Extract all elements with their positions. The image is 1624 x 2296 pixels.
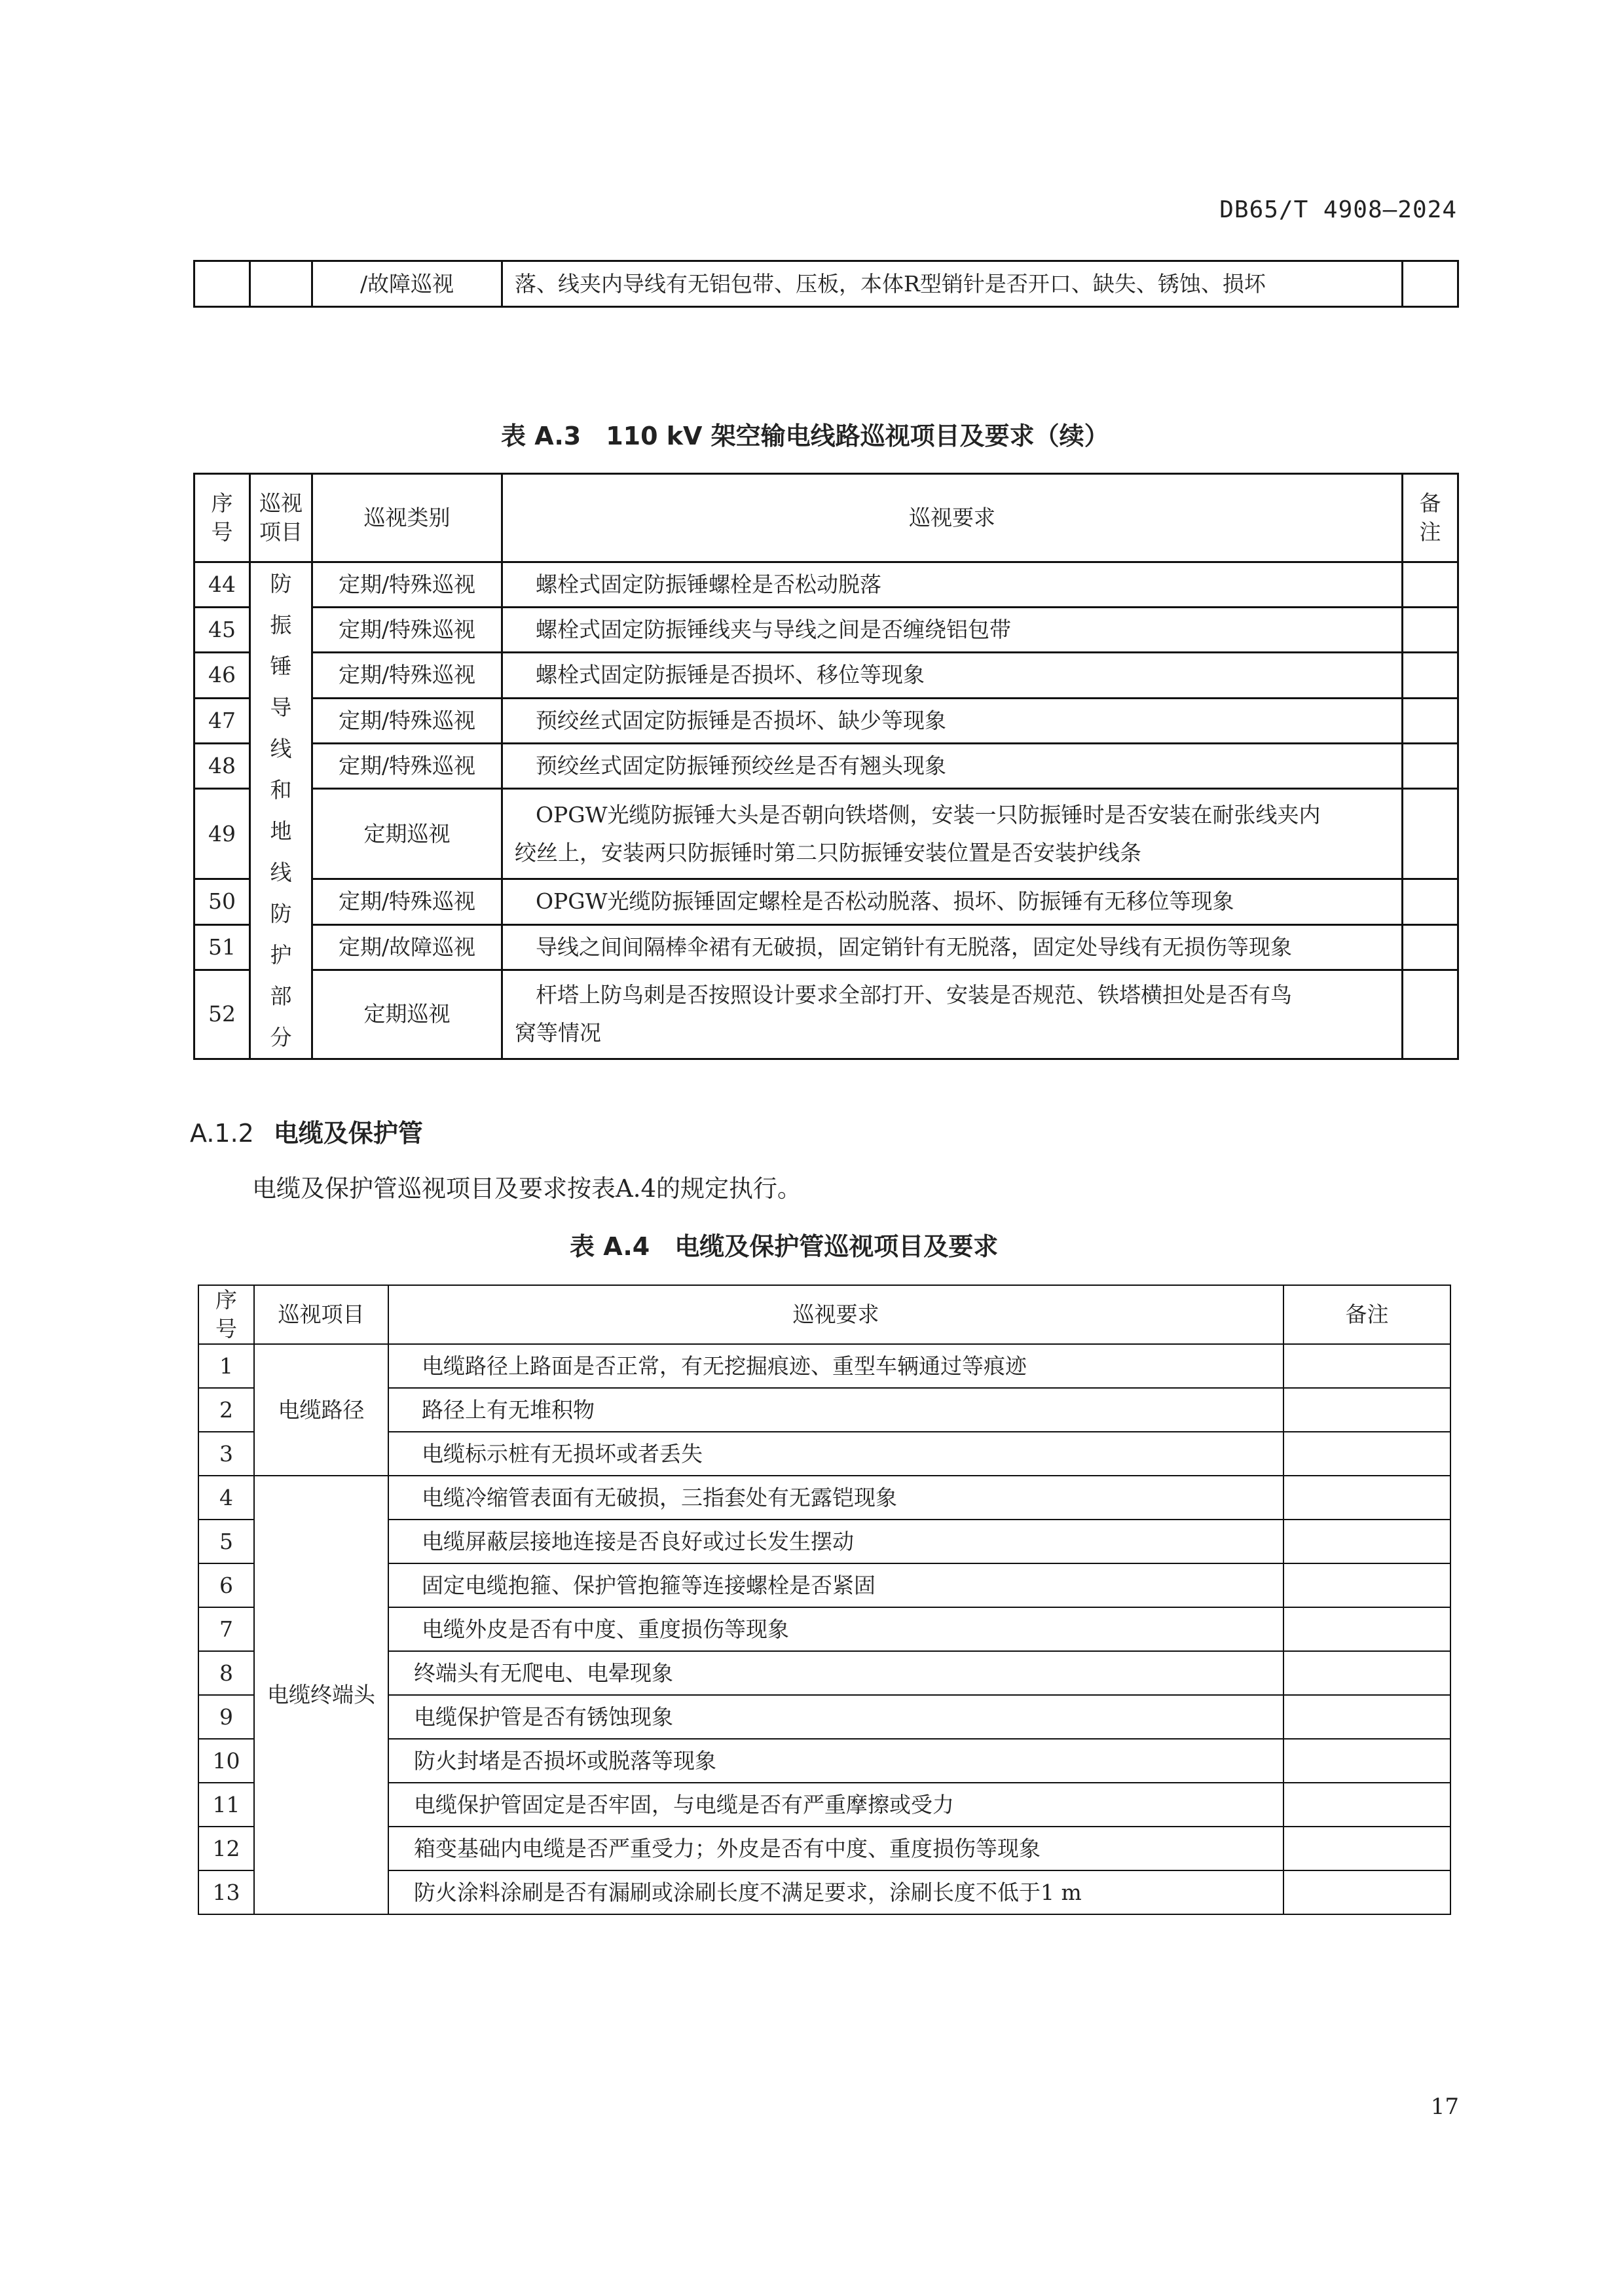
- a4-header-note: 备注: [1283, 1285, 1450, 1344]
- a4-row-requirement: 电缆保护管固定是否牢固，与电缆是否有严重摩擦或受力: [388, 1783, 1283, 1827]
- section-title: 电缆及保护管: [273, 1119, 423, 1148]
- a4-row-requirement: 防火涂料涂刷是否有漏刷或涂刷长度不满足要求，涂刷长度不低于1 m: [388, 1870, 1283, 1914]
- a3-row-requirement-line2: 窝等情况: [515, 1020, 601, 1046]
- a3-row-category: 定期/特殊巡视: [312, 608, 502, 653]
- a4-row-note: [1283, 1388, 1450, 1432]
- a4-row-note: [1283, 1651, 1450, 1695]
- a4-row-note: [1283, 1695, 1450, 1739]
- a3-row-category: 定期/特殊巡视: [312, 562, 502, 608]
- a3-row-requirement-line1: 杆塔上防鸟刺是否按照设计要求全部打开、安装是否规范、铁塔横担处是否有鸟: [536, 982, 1292, 1008]
- a4-row-requirement: 路径上有无堆积物: [388, 1388, 1283, 1432]
- a4-row-note: [1283, 1563, 1450, 1607]
- section-heading: [190, 1113, 423, 1149]
- a3-row-note: [1403, 924, 1458, 970]
- a4-row-requirement: 电缆冷缩管表面有无破损，三指套处有无露铠现象: [388, 1476, 1283, 1520]
- a4-header-requirement: 巡视要求: [388, 1285, 1283, 1344]
- a3-row-note: [1403, 608, 1458, 653]
- a3-row-requirement: 预绞丝式固定防振锤是否损坏、缺少等现象: [502, 698, 1403, 743]
- continued-table: [193, 260, 1459, 308]
- a3-group-label: 防振锤导线和地线防护部分: [250, 562, 312, 1059]
- a3-row-requirement-line1: OPGW光缆防振锤大头是否朝向铁塔侧，安装一只防振锤时是否安装在耐张线夹内: [536, 801, 1321, 828]
- a3-row-note: [1403, 653, 1458, 698]
- cont-requirement: 落、线夹内导线有无铝包带、压板，本体R型销针是否开口、缺失、锈蚀、损坏: [502, 261, 1403, 307]
- table-a3: [193, 473, 1459, 1060]
- a3-row-note: [1403, 879, 1458, 924]
- a4-row-no: 8: [198, 1651, 254, 1695]
- a4-row-note: [1283, 1783, 1450, 1827]
- a3-row-category: 定期/特殊巡视: [312, 879, 502, 924]
- a4-row-requirement: 电缆屏蔽层接地连接是否良好或过长发生摆动: [388, 1520, 1283, 1563]
- a3-row-note: [1403, 788, 1458, 879]
- a4-row-no: 11: [198, 1783, 254, 1827]
- a4-group-cable-path: 电缆路径: [254, 1344, 388, 1476]
- doc-number-header: DB65/T 4908—2024: [1219, 196, 1457, 223]
- a4-row-no: 2: [198, 1388, 254, 1432]
- a4-row-note: [1283, 1432, 1450, 1476]
- a4-row-requirement: 防火封堵是否损坏或脱落等现象: [388, 1739, 1283, 1783]
- a4-row-note: [1283, 1827, 1450, 1870]
- a4-row-note: [1283, 1607, 1450, 1651]
- section-number: A.1.2: [190, 1119, 254, 1148]
- a3-row-no: 47: [194, 698, 250, 743]
- a3-row-note: [1403, 743, 1458, 788]
- cont-category: /故障巡视: [312, 261, 502, 307]
- a3-row-requirement: 螺栓式固定防振锤是否损坏、移位等现象: [502, 653, 1403, 698]
- a4-row-note: [1283, 1344, 1450, 1388]
- table-a4-title: 表 A.4 电缆及保护管巡视项目及要求: [570, 1232, 999, 1261]
- a4-header-no: 序号: [198, 1285, 254, 1344]
- a3-row-category: 定期/特殊巡视: [312, 743, 502, 788]
- a4-row-requirement: 电缆标示桩有无损坏或者丢失: [388, 1432, 1283, 1476]
- a3-header-category: 巡视类别: [312, 474, 502, 562]
- paragraph: 电缆及保护管巡视项目及要求按表A.4的规定执行。: [252, 1175, 802, 1203]
- a3-row-requirement: 螺栓式固定防振锤线夹与导线之间是否缠绕铝包带: [502, 608, 1403, 653]
- a3-row-note: [1403, 698, 1458, 743]
- a3-row-no: 52: [194, 970, 250, 1059]
- a4-group-cable-terminal: 电缆终端头: [254, 1476, 388, 1914]
- a4-row-requirement: 电缆保护管是否有锈蚀现象: [388, 1695, 1283, 1739]
- a3-row-category: 定期/特殊巡视: [312, 698, 502, 743]
- a3-row-category: 定期/特殊巡视: [312, 653, 502, 698]
- a3-header-note: 备注: [1403, 474, 1458, 562]
- table-a3-title: 表 A.3 110 kV 架空输电线路巡视项目及要求（续）: [501, 422, 1109, 450]
- a4-row-no: 7: [198, 1607, 254, 1651]
- a4-row-no: 3: [198, 1432, 254, 1476]
- a4-row-no: 13: [198, 1870, 254, 1914]
- a4-row-no: 12: [198, 1827, 254, 1870]
- a3-row-requirement: [502, 788, 1403, 879]
- a4-row-requirement: 电缆路径上路面是否正常，有无挖掘痕迹、重型车辆通过等痕迹: [388, 1344, 1283, 1388]
- page-number: 17: [1430, 2094, 1459, 2120]
- a4-row-note: [1283, 1739, 1450, 1783]
- a4-row-no: 5: [198, 1520, 254, 1563]
- a4-row-note: [1283, 1520, 1450, 1563]
- a4-row-requirement: 箱变基础内电缆是否严重受力；外皮是否有中度、重度损伤等现象: [388, 1827, 1283, 1870]
- a3-row-category: 定期巡视: [312, 788, 502, 879]
- a4-row-no: 6: [198, 1563, 254, 1607]
- a3-row-requirement: [502, 970, 1403, 1059]
- a3-row-requirement: 导线之间间隔棒伞裙有无破损，固定销针有无脱落，固定处导线有无损伤等现象: [502, 924, 1403, 970]
- a4-row-requirement: 电缆外皮是否有中度、重度损伤等现象: [388, 1607, 1283, 1651]
- a3-row-no: 44: [194, 562, 250, 608]
- a4-row-requirement: 终端头有无爬电、电晕现象: [388, 1651, 1283, 1695]
- a3-header-item: 巡视项目: [250, 474, 312, 562]
- a4-row-no: 4: [198, 1476, 254, 1520]
- cont-note: [1403, 261, 1458, 307]
- a3-header-no: 序号: [194, 474, 250, 562]
- a4-row-no: 1: [198, 1344, 254, 1388]
- a3-row-category: 定期/故障巡视: [312, 924, 502, 970]
- a4-row-note: [1283, 1476, 1450, 1520]
- cont-cell-1: [194, 261, 250, 307]
- a3-row-requirement: 预绞丝式固定防振锤预绞丝是否有翘头现象: [502, 743, 1403, 788]
- a4-header-item: 巡视项目: [254, 1285, 388, 1344]
- a3-row-no: 49: [194, 788, 250, 879]
- a3-row-no: 51: [194, 924, 250, 970]
- a3-row-note: [1403, 970, 1458, 1059]
- a3-row-no: 46: [194, 653, 250, 698]
- a3-row-category: 定期巡视: [312, 970, 502, 1059]
- a3-row-note: [1403, 562, 1458, 608]
- a3-row-requirement: OPGW光缆防振锤固定螺栓是否松动脱落、损坏、防振锤有无移位等现象: [502, 879, 1403, 924]
- a4-row-no: 10: [198, 1739, 254, 1783]
- a3-row-requirement: 螺栓式固定防振锤螺栓是否松动脱落: [502, 562, 1403, 608]
- a3-row-requirement-line2: 绞丝上，安装两只防振锤时第二只防振锤安装位置是否安装护线条: [515, 839, 1141, 866]
- a3-row-no: 50: [194, 879, 250, 924]
- a3-row-no: 45: [194, 608, 250, 653]
- a4-row-no: 9: [198, 1695, 254, 1739]
- a3-header-requirement: 巡视要求: [502, 474, 1403, 562]
- a3-row-no: 48: [194, 743, 250, 788]
- a4-row-note: [1283, 1870, 1450, 1914]
- a4-row-requirement: 固定电缆抱箍、保护管抱箍等连接螺栓是否紧固: [388, 1563, 1283, 1607]
- cont-cell-2: [250, 261, 312, 307]
- table-a4: [198, 1285, 1451, 1915]
